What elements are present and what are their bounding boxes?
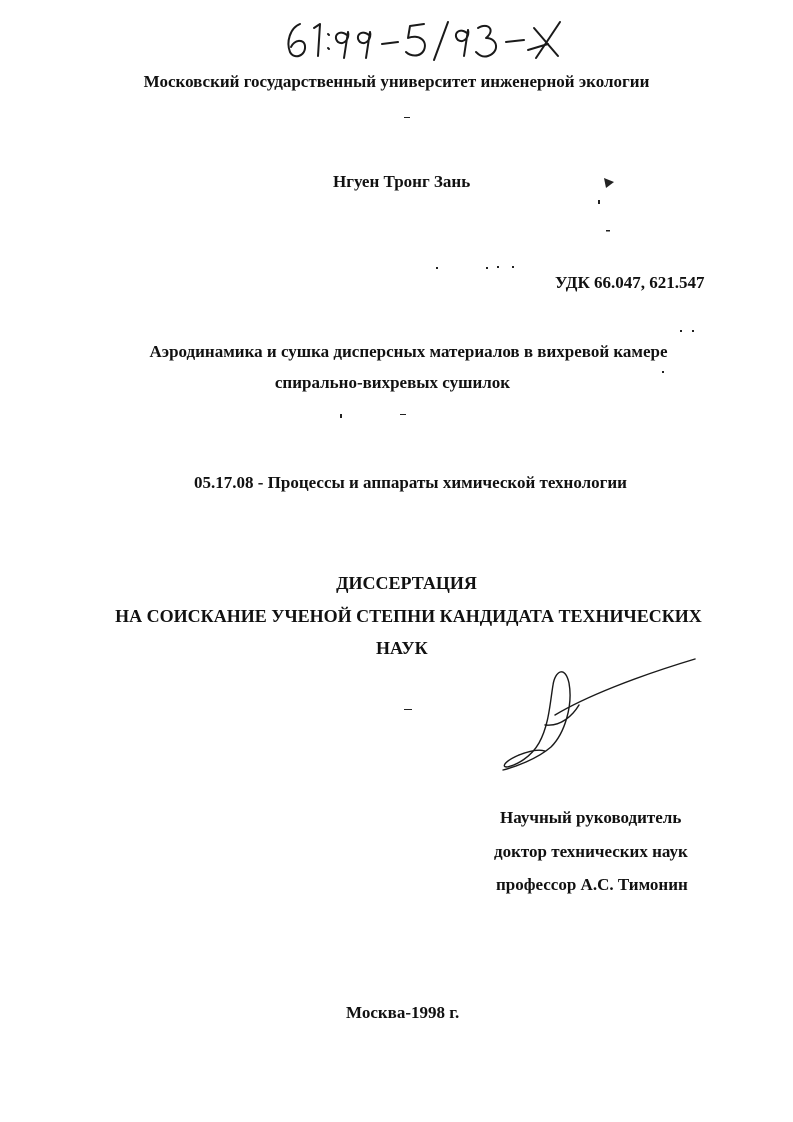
supervisor-name: профессор А.С. Тимонин bbox=[496, 875, 688, 894]
supervisor-degree: доктор технических наук bbox=[494, 842, 688, 861]
udc-code: УДК 66.047, 621.547 bbox=[555, 273, 705, 292]
specialty: 05.17.08 - Процессы и аппараты химической технологии bbox=[194, 473, 627, 492]
handwritten-archive-code bbox=[278, 14, 578, 64]
title-line-2: спирально-вихревых сушилок bbox=[274, 373, 511, 392]
title-line-1: Аэродинамика и сушка дисперсных материалов в вихревой камере bbox=[149, 342, 668, 361]
city-year: Москва-1998 г. bbox=[346, 1003, 460, 1022]
supervisor-role: Научный руководитель bbox=[500, 808, 682, 827]
dissertation-heading: ДИССЕРТАЦИЯ bbox=[336, 573, 477, 593]
university-name: Московский государственный университет инженерной экологии bbox=[143, 72, 650, 91]
author-name: Нгуен Тронг Зань bbox=[333, 172, 471, 191]
dissertation-subtitle-line-1: НА СОИСКАНИЕ УЧЕНОЙ СТЕПНИ КАНДИДАТА ТЕХНИЧЕСКИХ bbox=[115, 606, 702, 626]
supervisor-signature bbox=[495, 655, 700, 775]
dissertation-subtitle-line-2: НАУК bbox=[376, 638, 428, 658]
